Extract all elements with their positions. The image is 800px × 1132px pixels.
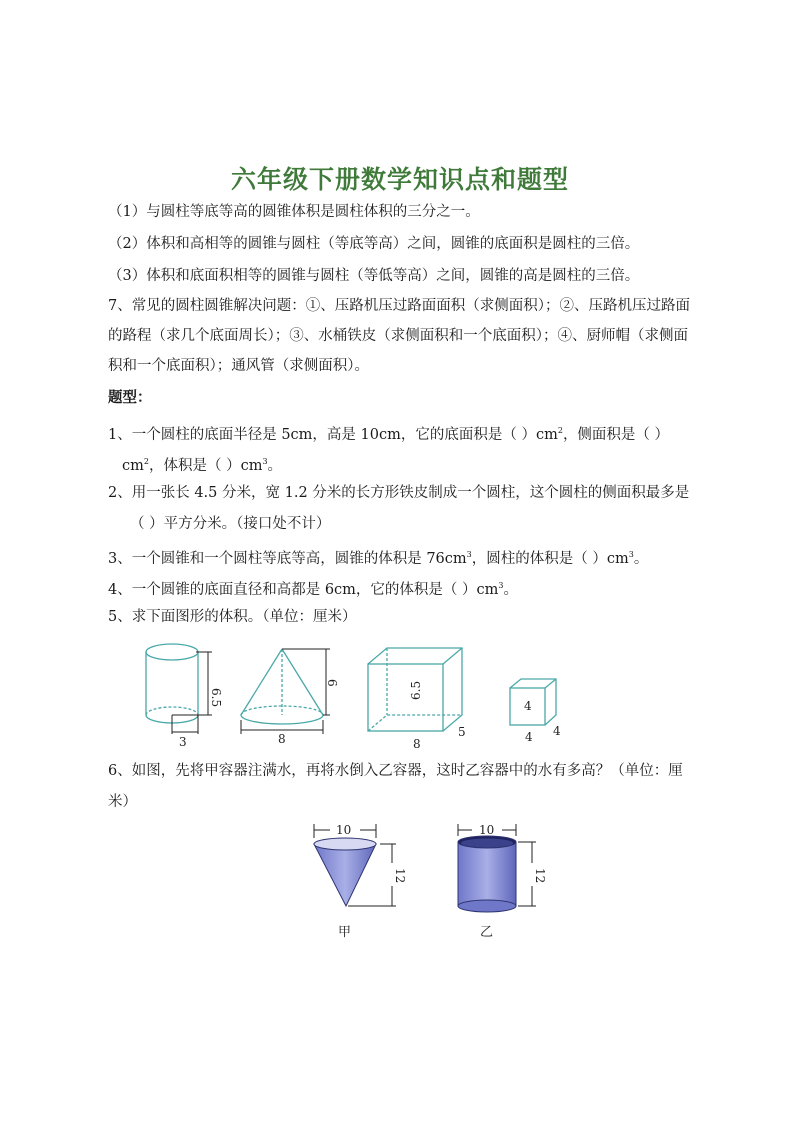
yi-label: 乙: [480, 925, 494, 940]
jia-label: 甲: [338, 925, 352, 940]
question-1-line1: 1、一个圆柱的底面半径是 5cm，高是 10cm，它的底面积是（ ）$cm^2$，侧面积是（ ）: [108, 426, 670, 443]
q5-figures: [130, 636, 580, 751]
cylinder-figure: [146, 644, 198, 723]
q6-figures: [300, 818, 560, 943]
yi-height-label: 12: [533, 868, 547, 884]
cube-top-label: 4: [524, 699, 532, 713]
yi-diameter-label: 10: [479, 823, 495, 837]
container-yi: [458, 836, 516, 912]
jia-height-label: 12: [393, 868, 407, 884]
point-3: （3）体积和底面积相等的圆锥与圆柱（等低等高）之间，圆锥的高是圆柱的三倍。: [108, 268, 640, 284]
cylinder-radius-label: 3: [179, 735, 187, 749]
cube-front-label: 4: [525, 730, 533, 744]
jia-diameter-label: 10: [336, 823, 352, 837]
cuboid-height-label: 6.5: [409, 680, 423, 700]
question-6-line1: 6、如图，先将甲容器注满水，再将水倒入乙容器，这时乙容器中的水有多高？（单位：厘: [108, 763, 683, 779]
page-title: 六年级下册数学知识点和题型: [230, 165, 569, 194]
cone-diameter-label: 8: [278, 732, 286, 746]
question-5: 5、求下面图形的体积。（单位：厘米）: [108, 609, 357, 625]
question-6-line2: 米）: [108, 794, 137, 810]
question-1-line2: $cm^2$，体积是（ ）$cm^3$。: [122, 457, 283, 474]
point-2: （2）体积和高相等的圆锥与圆柱（等底等高）之间，圆锥的底面积是圆柱的三倍。: [108, 236, 640, 252]
cylinder-height-label: 6.5: [209, 688, 223, 708]
item7-line2: 的路程（求几个底面周长）；③、水桶铁皮（求侧面积和一个底面积）；④、厨师帽（求侧面: [108, 328, 688, 344]
item7-line3: 积和一个底面积）；通风管（求侧面积）。: [108, 358, 369, 374]
cone-figure: [241, 649, 323, 724]
cuboid-length-label: 8: [413, 737, 421, 751]
cube-side-label: 4: [553, 724, 561, 738]
point-1: （1）与圆柱等底等高的圆锥体积是圆柱体积的三分之一。: [108, 204, 480, 220]
cone-height-label: 6: [325, 679, 339, 687]
cuboid-width-label: 5: [458, 725, 466, 739]
question-2-line1: 2、用一张长 4.5 分米，宽 1.2 分米的长方形铁皮制成一个圆柱，这个圆柱的侧面积最多是: [108, 485, 690, 501]
cube-figure: [510, 679, 556, 725]
container-jia: [314, 838, 376, 906]
question-4: 4、一个圆锥的底面直径和高都是 6cm，它的体积是（ ）$cm^3$。: [108, 581, 519, 598]
question-3: 3、一个圆锥和一个圆柱等底等高，圆锥的体积是 $76cm^3$，圆柱的体积是（ ）$cm^3$。: [108, 550, 649, 567]
question-2-line2: （ ）平方分米。（接口处不计）: [130, 516, 331, 532]
section-heading: 题型：: [108, 389, 152, 406]
item7-line1: 7、常见的圆柱圆锥解决问题：①、压路机压过路面面积（求侧面积）；②、压路机压过路面: [108, 298, 690, 314]
